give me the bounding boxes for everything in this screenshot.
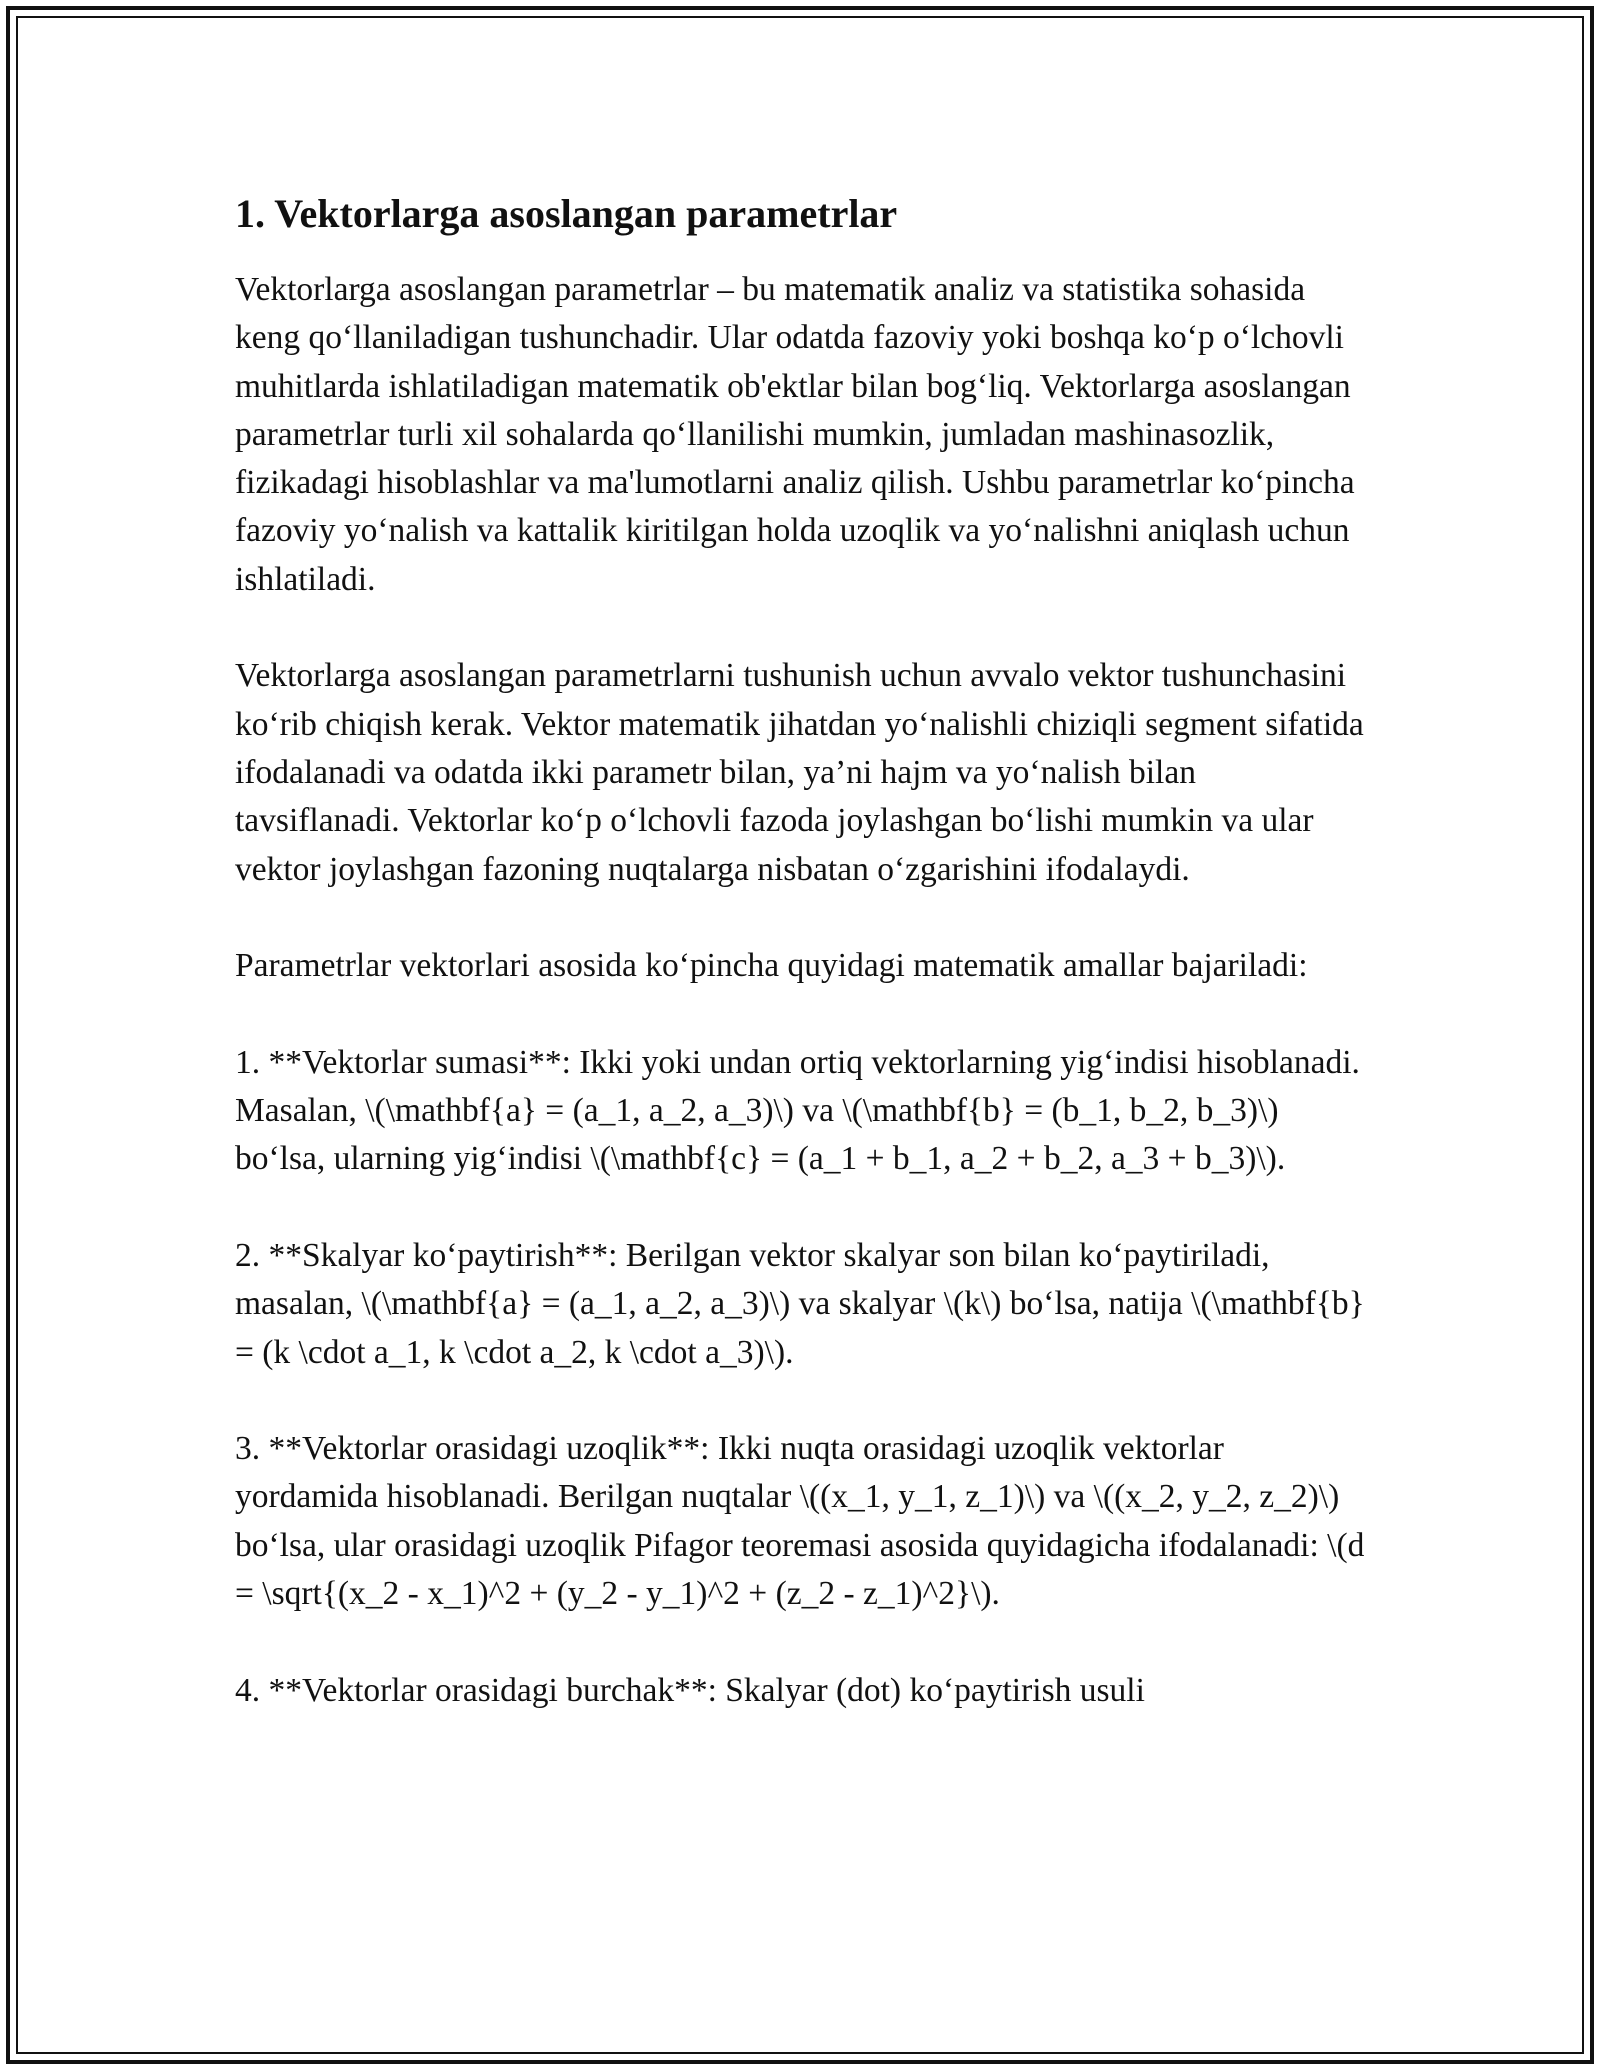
list-item-vector-sum: 1. **Vektorlar sumasi**: Ikki yoki undan ortiq vektorlarning yig‘indisi hisoblanadi. Masalan, \(\mathbf{a} = (a_1, a_2, a_3)\) va \(\mathbf{b} = (b_1, b_2, b_3)\) bo‘lsa, ularning yig‘indisi \(\mathbf{c} = (a_1 + b_1, a_2 + b_2, a_3 + b_3)\). (235, 1043, 1360, 1178)
paragraph-intro: Vektorlarga asoslangan parametrlar – bu matematik analiz va statistika sohasida keng qo‘llaniladigan tushunchadir. Ular odatda fazoviy yoki boshqa ko‘p o‘lchovli muhitlarda ishlatiladigan matematik ob'ektlar bilan bog‘liq. Vektorlarga asoslangan parametrlar turli xil sohalarda qo‘llanilishi mumkin, jumladan mashinasozlik, fizikadagi hisoblashlar va ma'lumotlarni analiz qilish. Ushbu parametrlar ko‘pincha fazoviy yo‘nalish va kattalik kiritilgan holda uzoqlik va yo‘nalishni aniqlash uchun ishlatiladi. (235, 271, 1355, 598)
paragraph-operations-lead: Parametrlar vektorlari asosida ko‘pincha quyidagi matematik amallar bajariladi: (235, 947, 1308, 985)
paragraph-vector-concept: Vektorlarga asoslangan parametrlarni tushunish uchun avvalo vektor tushunchasini ko‘rib chiqish kerak. Vektor matematik jihatdan yo‘nalishli chiziqli segment sifatida ifodalanadi va odatda ikki parametr bilan, ya’ni hajm va yo‘nalish bilan tavsiflanadi. Vektorlar ko‘p o‘lchovli fazoda joylashgan bo‘lishi mumkin va ular vektor joylashgan fazoning nuqtalarga nisbatan o‘zgarishini ifodalaydi. (235, 657, 1364, 888)
list-item-scalar-multiplication: 2. **Skalyar ko‘paytirish**: Berilgan vektor skalyar son bilan ko‘paytiriladi, masalan, \(\mathbf{a} = (a_1, a_2, a_3)\) va skalyar \(k\) bo‘lsa, natija \(\mathbf{b} = (k \cdot a_1, k \cdot a_2, k \cdot a_3)\). (235, 1236, 1365, 1371)
list-item-vector-angle: 4. **Vektorlar orasidagi burchak**: Skalyar (dot) ko‘paytirish usuli (235, 1671, 1145, 1709)
document-body (235, 188, 1365, 1763)
section-heading: 1. Vektorlarga asoslangan parametrlar (235, 191, 898, 236)
list-item-vector-distance: 3. **Vektorlar orasidagi uzoqlik**: Ikki nuqta orasidagi uzoqlik vektorlar yordamida hisoblanadi. Berilgan nuqtalar \((x_1, y_1, z_1)\) va \((x_2, y_2, z_2)\) bo‘lsa, ular orasidagi uzoqlik Pifagor teoremasi asosida quyidagicha ifodalanadi: \(d = \sqrt{(x_2 - x_1)^2 + (y_2 - y_1)^2 + (z_2 - z_1)^2}\). (235, 1430, 1365, 1613)
